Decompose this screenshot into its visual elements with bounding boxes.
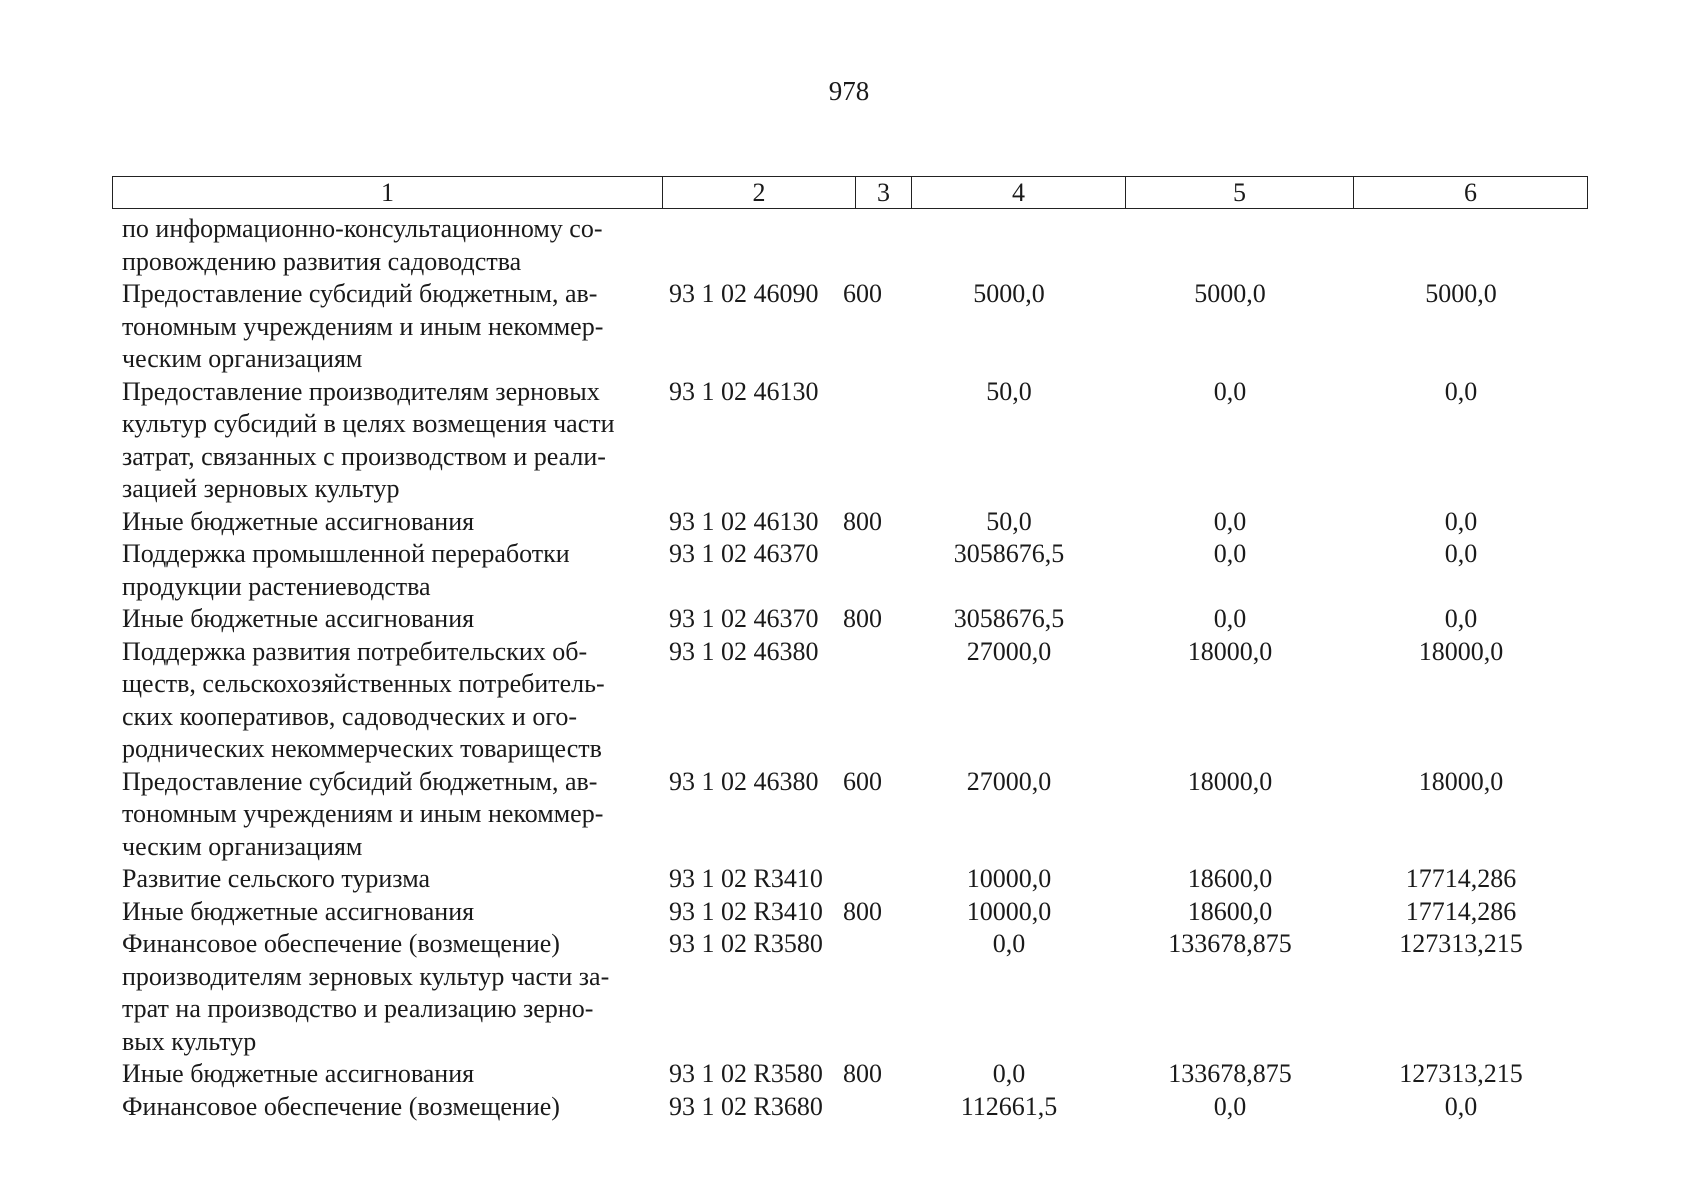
- row-code: [651, 213, 841, 278]
- table-row: [122, 1058, 1588, 1091]
- row-code: 93 1 02 46380: [669, 766, 819, 796]
- row-name: Финансовое обеспечение (возмещение) производителям зерновых культур части за- трат на производство и реализацию зерно- вых культур: [122, 929, 610, 1056]
- row-code: 93 1 02 R3410: [669, 864, 823, 893]
- row-code: 93 1 02 46130: [669, 506, 819, 536]
- header-col-6: 6: [1353, 177, 1587, 208]
- row-value-col6: 0,0: [1444, 1091, 1478, 1121]
- row-name: Предоставление субсидий бюджетным, ав- тономным учреждениям и иным некоммер- ческим организациям: [122, 766, 604, 861]
- row-value-col4: 0,0: [992, 929, 1026, 958]
- row-value-col5: 18000,0: [1187, 636, 1273, 666]
- row-value-col6: 17714,286: [1405, 896, 1517, 926]
- row-value-col4: 50,0: [986, 506, 1032, 536]
- row-value-col4: [902, 213, 1116, 278]
- table-header-row: [112, 176, 1588, 209]
- row-expense-type: [841, 863, 902, 896]
- row-name: Развитие сельского туризма: [122, 864, 431, 893]
- row-value-col6: 5000,0: [1425, 279, 1497, 308]
- row-name: Иные бюджетные ассигнования: [122, 1059, 475, 1088]
- header-col-1: 1: [381, 178, 394, 207]
- row-expense-type: 600: [843, 279, 882, 308]
- row-expense-type: [841, 928, 902, 1058]
- row-expense-type: 800: [843, 896, 882, 926]
- row-name: Предоставление производителям зерновых культур субсидий в целях возмещения части затрат, связанных с производством и реали- зацией зерновых культур: [122, 376, 615, 503]
- row-name: Поддержка развития потребительских об- ществ, сельскохозяйственных потребитель- ских кооперативов, садоводческих и ого- роднических некоммерческих товариществ: [122, 636, 605, 763]
- row-value-col6: 18000,0: [1418, 766, 1504, 796]
- row-code: 93 1 02 R3410: [669, 896, 823, 926]
- row-value-col5: 0,0: [1213, 376, 1247, 406]
- row-expense-type: 800: [843, 604, 882, 633]
- row-value-col5: 0,0: [1213, 506, 1247, 536]
- row-value-col4: 50,0: [986, 376, 1032, 406]
- row-value-col6: 127313,215: [1399, 1059, 1523, 1088]
- table-row: [122, 278, 1588, 376]
- row-name: Поддержка промышленной переработки продукции растениеводства: [122, 539, 570, 601]
- row-value-col6: 0,0: [1444, 376, 1478, 406]
- row-code: 93 1 02 46130: [669, 376, 819, 406]
- table-row: [122, 213, 1588, 278]
- row-expense-type: [841, 376, 902, 506]
- row-value-col5: 0,0: [1213, 604, 1247, 633]
- page-number: 978: [828, 76, 870, 106]
- header-col-3: 3: [855, 177, 911, 208]
- row-expense-type: [841, 1091, 902, 1124]
- row-value-col5: 18600,0: [1187, 896, 1273, 926]
- row-value-col6: 0,0: [1444, 604, 1478, 633]
- table-row: [122, 863, 1588, 896]
- row-code: 93 1 02 46090: [669, 279, 819, 308]
- row-expense-type: [841, 636, 902, 766]
- row-value-col5: 0,0: [1213, 539, 1247, 568]
- table-row: [122, 1091, 1588, 1124]
- row-value-col6: 17714,286: [1405, 864, 1517, 893]
- row-value-col4: 3058676,5: [953, 539, 1065, 568]
- row-value-col6: 0,0: [1444, 539, 1478, 568]
- table-row: [122, 538, 1588, 603]
- row-value-col5: 5000,0: [1194, 279, 1266, 308]
- row-value-col6: 18000,0: [1418, 636, 1504, 666]
- row-value-col5: 18000,0: [1187, 766, 1273, 796]
- row-value-col5: 133678,875: [1168, 1059, 1292, 1088]
- row-value-col4: 0,0: [992, 1059, 1026, 1088]
- header-col-4: 4: [911, 177, 1125, 208]
- row-value-col4: 27000,0: [966, 766, 1052, 796]
- row-name: Финансовое обеспечение (возмещение): [122, 1091, 560, 1121]
- table-row: [122, 636, 1588, 766]
- row-code: 93 1 02 46380: [669, 636, 819, 666]
- row-name: по информационно-консультационному со- провождению развития садоводства: [122, 214, 603, 276]
- row-name: Предоставление субсидий бюджетным, ав- тономным учреждениям и иным некоммер- ческим организациям: [122, 279, 604, 373]
- row-expense-type: [841, 213, 902, 278]
- row-expense-type: [841, 538, 902, 603]
- header-col-2: 2: [662, 177, 855, 208]
- row-value-col6: [1344, 213, 1578, 278]
- row-expense-type: 800: [843, 506, 882, 536]
- table-row: [122, 766, 1588, 864]
- row-value-col4: 10000,0: [966, 896, 1052, 926]
- row-value-col6: 127313,215: [1399, 929, 1523, 958]
- row-value-col4: 5000,0: [973, 279, 1045, 308]
- row-value-col4: 10000,0: [966, 864, 1052, 893]
- row-code: 93 1 02 R3580: [669, 1059, 823, 1088]
- row-name: Иные бюджетные ассигнования: [122, 506, 475, 536]
- row-value-col6: 0,0: [1444, 506, 1478, 536]
- row-name: Иные бюджетные ассигнования: [122, 604, 475, 633]
- table-row: [122, 896, 1588, 929]
- row-code: 93 1 02 46370: [669, 539, 819, 568]
- row-value-col5: 133678,875: [1168, 929, 1292, 958]
- table-row: [122, 506, 1588, 539]
- row-value-col4: 112661,5: [960, 1091, 1058, 1121]
- row-value-col4: 3058676,5: [953, 604, 1065, 633]
- row-code: 93 1 02 46370: [669, 604, 819, 633]
- row-value-col4: 27000,0: [966, 636, 1052, 666]
- table-body: [122, 213, 1588, 1123]
- row-code: 93 1 02 R3680: [669, 1091, 823, 1121]
- row-expense-type: 600: [843, 766, 882, 796]
- header-col-5: 5: [1125, 177, 1353, 208]
- table-row: [122, 928, 1588, 1058]
- table-row: [122, 376, 1588, 506]
- table-row: [122, 603, 1588, 636]
- row-code: 93 1 02 R3580: [669, 929, 823, 958]
- row-value-col5: 0,0: [1213, 1091, 1247, 1121]
- row-value-col5: 18600,0: [1187, 864, 1273, 893]
- row-name: Иные бюджетные ассигнования: [122, 896, 475, 926]
- row-expense-type: 800: [843, 1059, 882, 1088]
- row-value-col5: [1116, 213, 1344, 278]
